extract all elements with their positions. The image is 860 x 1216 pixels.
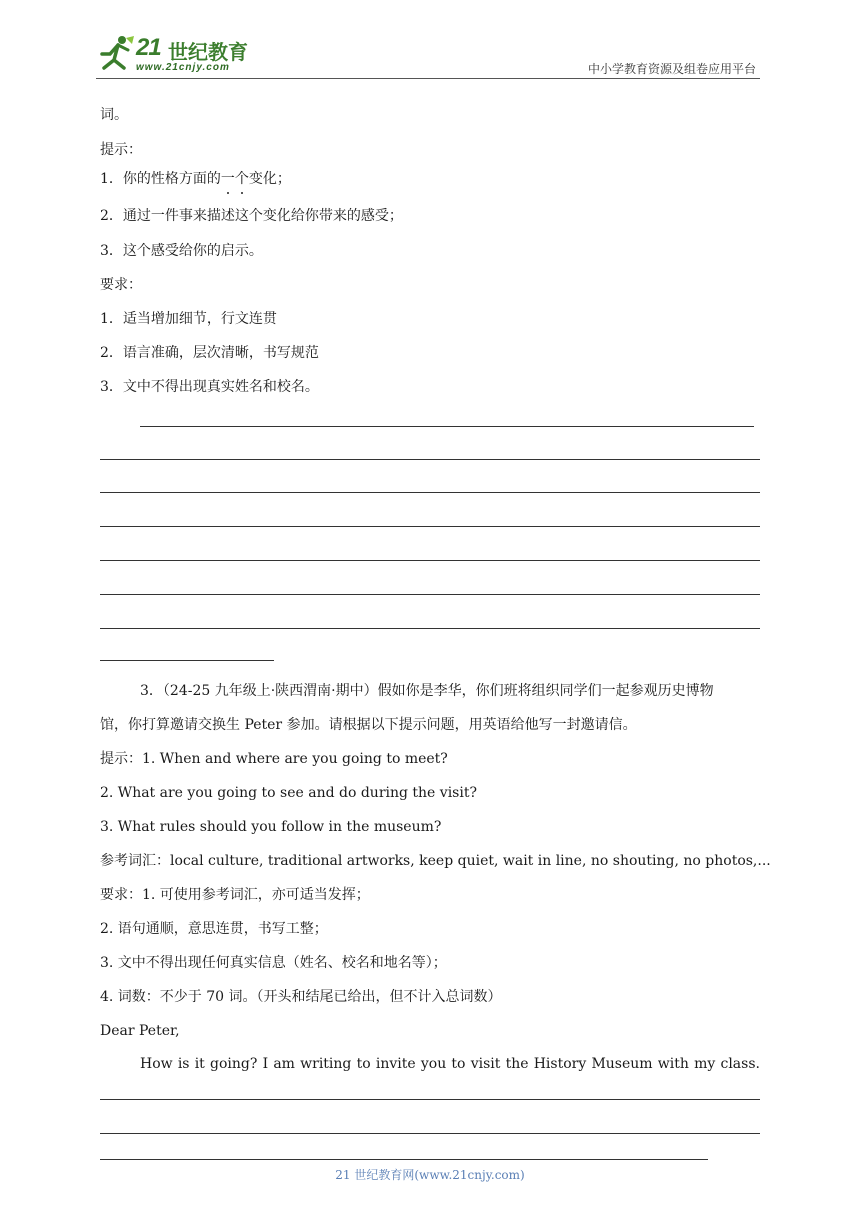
hint-1-tail: 变化； xyxy=(248,171,291,187)
page-footer: 21 世纪教育网(www.21cnjy.com) xyxy=(335,1168,525,1182)
q3-hint-1: 提示：1. When and where are you going to meet? xyxy=(100,751,448,767)
opening-word: to xyxy=(451,1056,466,1072)
opening-word: with xyxy=(657,1056,689,1072)
requirement-label: 要求： xyxy=(100,277,142,293)
hint-3: 3．这个感受给你的启示。 xyxy=(100,243,263,259)
opening-word: you xyxy=(420,1056,447,1072)
opening-word: going? xyxy=(210,1056,258,1072)
answer-line[interactable] xyxy=(140,426,754,427)
opening-word: to xyxy=(356,1056,371,1072)
opening-word: I xyxy=(262,1056,269,1072)
page-divider xyxy=(100,1159,708,1160)
opening-word: is xyxy=(177,1056,190,1072)
logo-number: 21 xyxy=(136,34,161,61)
opening-word: visit xyxy=(470,1056,501,1072)
opening-word: my xyxy=(694,1056,716,1072)
question-3-line-1: 3．（24-25 九年级上·陕西渭南·期中）假如你是李华，你们班将组织同学们一起参观历史博物 xyxy=(140,683,714,699)
q3-requirement-1: 要求：1. 可使用参考词汇，亦可适当发挥； xyxy=(100,887,370,903)
answer-line[interactable] xyxy=(100,1099,760,1100)
hint-1 xyxy=(100,170,291,188)
opening-word: History xyxy=(533,1056,587,1072)
answer-line[interactable] xyxy=(100,1133,760,1134)
q3-hint-3: 3. What rules should you follow in the museum? xyxy=(100,819,442,835)
runner-icon xyxy=(96,34,136,74)
answer-line[interactable] xyxy=(100,660,274,661)
site-logo xyxy=(96,32,266,76)
answer-line[interactable] xyxy=(100,594,760,595)
opening-word: writing xyxy=(300,1056,352,1072)
answer-line[interactable] xyxy=(100,492,760,493)
logo-chinese: 世纪教育 xyxy=(168,40,248,64)
answer-line[interactable] xyxy=(100,560,760,561)
opening-word: Museum xyxy=(591,1056,653,1072)
opening-word: it xyxy=(194,1056,205,1072)
requirement-3: 3．文中不得出现真实姓名和校名。 xyxy=(100,379,319,395)
answer-line[interactable] xyxy=(100,628,760,629)
q3-vocabulary: 参考词汇：local culture, traditional artworks, keep quiet, wait in line, no shouting, no photos,... xyxy=(100,853,771,869)
emphasis-char: 一 xyxy=(220,171,235,187)
hint-label: 提示： xyxy=(100,142,142,158)
q3-hint-2: 2. What are you going to see and do during the visit? xyxy=(100,785,477,801)
letter-opening xyxy=(140,1055,760,1073)
hint-1-text: 1．你的性格方面的 xyxy=(100,171,221,187)
q3-requirement-3: 3. 文中不得出现任何真实信息（姓名、校名和地名等）； xyxy=(100,955,447,971)
logo-url: www.21cnjy.com xyxy=(136,62,230,73)
q3-requirement-4: 4. 词数：不少于 70 词。（开头和结尾已给出，但不计入总词数） xyxy=(100,989,502,1005)
answer-line[interactable] xyxy=(100,526,760,527)
opening-word: am xyxy=(273,1056,295,1072)
emphasis-char: 个 xyxy=(234,171,249,187)
platform-tagline: 中小学教育资源及组卷应用平台 xyxy=(587,62,756,76)
requirement-2: 2．语言准确，层次清晰，书写规范 xyxy=(100,345,319,361)
hint-2: 2．通过一件事来描述这个变化给你带来的感受； xyxy=(100,208,403,224)
opening-word: invite xyxy=(375,1056,416,1072)
opening-word: class. xyxy=(720,1056,760,1072)
question-3-line-2: 馆，你打算邀请交换生 Peter 参加。请根据以下提示问题，用英语给他写一封邀请信。 xyxy=(100,717,637,733)
requirement-1: 1．适当增加细节，行文连贯 xyxy=(100,311,277,327)
letter-salutation: Dear Peter, xyxy=(100,1023,180,1039)
word-tail: 词。 xyxy=(100,107,128,123)
q3-requirement-2: 2. 语句通顺，意思连贯，书写工整； xyxy=(100,921,328,937)
opening-word: How xyxy=(140,1056,173,1072)
page-header xyxy=(96,30,760,79)
answer-line[interactable] xyxy=(100,459,760,460)
opening-word: the xyxy=(505,1056,529,1072)
